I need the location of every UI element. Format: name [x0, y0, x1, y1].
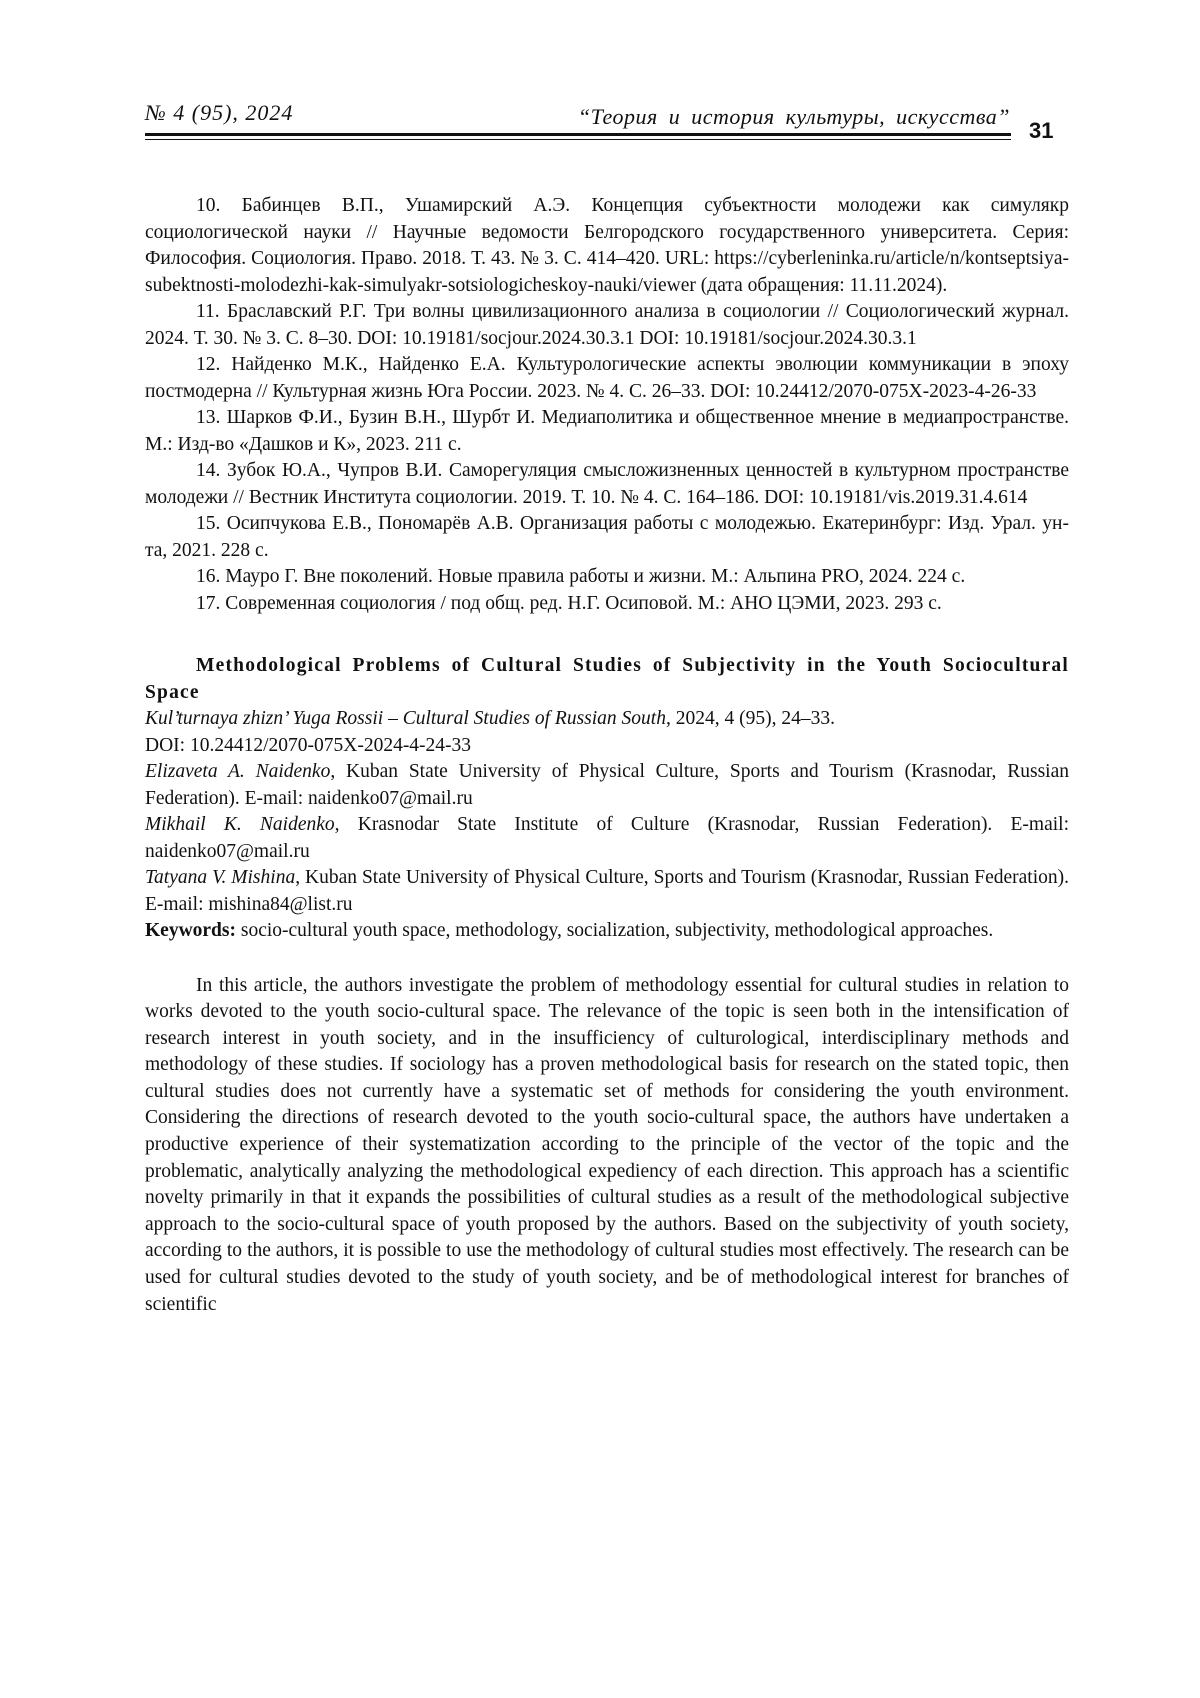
header-rule-thin: [145, 139, 1011, 140]
journal-title: “Теория и история культуры, искусства”: [578, 104, 1010, 130]
reference-item: 12. Найденко М.К., Найденко Е.А. Культурологические аспекты эволюции коммуникации в эпоху постмодерна // Культурная жизнь Юга России. 2023. № 4. С. 26–33. DOI: 10.24412/2070-075X-2023-4-26-33: [145, 352, 1069, 405]
author-entry: [145, 865, 1069, 918]
author-affiliation: , Kuban State University of Physical Culture, Sports and Tourism (Krasnodar, Russian Federation). E-mail: mishina84@list.ru: [145, 867, 1069, 915]
reference-item: 17. Современная социология / под общ. ред. Н.Г. Осиповой. М.: АНО ЦЭМИ, 2023. 293 с.: [145, 591, 1069, 618]
header-rule-thick: [145, 133, 1011, 136]
source-details: 2024, 4 (95), 24–33.: [671, 708, 835, 729]
keywords-label: Keywords:: [145, 920, 236, 941]
source-journal: Kul’turnaya zhizn’ Yuga Rossii – Cultural Studies of Russian South,: [145, 708, 671, 729]
reference-item: 10. Бабинцев В.П., Ушамирский А.Э. Концепция субъектности молодежи как симулякр социологической науки // Научные ведомости Белгородского государственного университета. Серия: Философия. Социология. Право. 2018. Т. 43. № 3. С. 414–420. URL: https://cyberleninka.ru/article/n/kontseptsiya-subektnosti-molodezhi-kak-simulyakr-sotsiologicheskoy-nauki/viewer (дата обращения: 11.11.2024).: [145, 193, 1069, 299]
reference-item: 15. Осипчукова Е.В., Пономарёв А.В. Организация работы с молодежью. Екатеринбург: Изд. Урал. ун-та, 2021. 228 с.: [145, 511, 1069, 564]
article-doi: DOI: 10.24412/2070-075X-2024-4-24-33: [145, 733, 1069, 760]
reference-item: 16. Мауро Г. Вне поколений. Новые правила работы и жизни. М.: Альпина PRO, 2024. 224 с.: [145, 564, 1069, 591]
page-body: [145, 193, 1069, 1318]
abstract: In this article, the authors investigate the problem of methodology essential for cultural studies in relation to works devoted to the youth socio-cultural space. The relevance of the topic is seen both in the intensification of research interest in youth society, and in the insufficiency of culturological, interdisciplinary methods and methodology of these studies. If sociology has a proven methodological basis for research on the stated topic, then cultural studies does not currently have a systematic set of methods for considering the youth environment. Considering the directions of research devoted to the youth socio-cultural space, the authors have undertaken a productive experience of their systematization according to the principle of the vector of the topic and the problematic, analytically analyzing the methodological expediency of each direction. This approach has a scientific novelty primarily in that it expands the possibilities of cultural studies as a result of the methodological subjective approach to the socio-cultural space of youth proposed by the authors. Based on the subjectivity of youth society, according to the authors, it is possible to use the methodology of cultural studies most effectively. The research can be used for cultural studies devoted to the study of youth society, and be of methodological interest for branches of scientific: [145, 973, 1069, 1319]
author-name: Tatyana V. Mishina: [145, 867, 295, 888]
author-entry: [145, 759, 1069, 812]
reference-item: 13. Шарков Ф.И., Бузин В.Н., Шурбт И. Медиаполитика и общественное мнение в медиапространстве. М.: Изд-во «Дашков и К», 2023. 211 с.: [145, 405, 1069, 458]
page-number: 31: [1029, 118, 1053, 144]
keywords-text: socio-cultural youth space, methodology, socialization, subjectivity, methodological approaches.: [236, 920, 993, 941]
keywords: [145, 918, 1069, 945]
author-name: Elizaveta A. Naidenko: [145, 761, 330, 782]
author-entry: [145, 812, 1069, 865]
source-citation: [145, 706, 1069, 733]
article-title: Methodological Problems of Cultural Studies of Subjectivity in the Youth Sociocultural Space: [145, 653, 1069, 706]
author-name: Mikhail K. Naidenko: [145, 814, 335, 835]
issue-number: № 4 (95), 2024: [145, 100, 293, 126]
author-affiliation: , Krasnodar State Institute of Culture (Krasnodar, Russian Federation). E-mail: naidenko07@mail.ru: [145, 814, 1069, 862]
reference-item: 14. Зубок Ю.А., Чупров В.И. Саморегуляция смысложизненных ценностей в культурном пространстве молодежи // Вестник Института социологии. 2019. Т. 10. № 4. С. 164–186. DOI: 10.19181/vis.2019.31.4.614: [145, 458, 1069, 511]
reference-item: 11. Браславский Р.Г. Три волны цивилизационного анализа в социологии // Социологический журнал. 2024. Т. 30. № 3. С. 8–30. DOI: 10.19181/socjour.2024.30.3.1 DOI: 10.19181/socjour.2024.30.3.1: [145, 299, 1069, 352]
author-affiliation: , Kuban State University of Physical Culture, Sports and Tourism (Krasnodar, Russian Federation). E-mail: naidenko07@mail.ru: [145, 761, 1069, 809]
